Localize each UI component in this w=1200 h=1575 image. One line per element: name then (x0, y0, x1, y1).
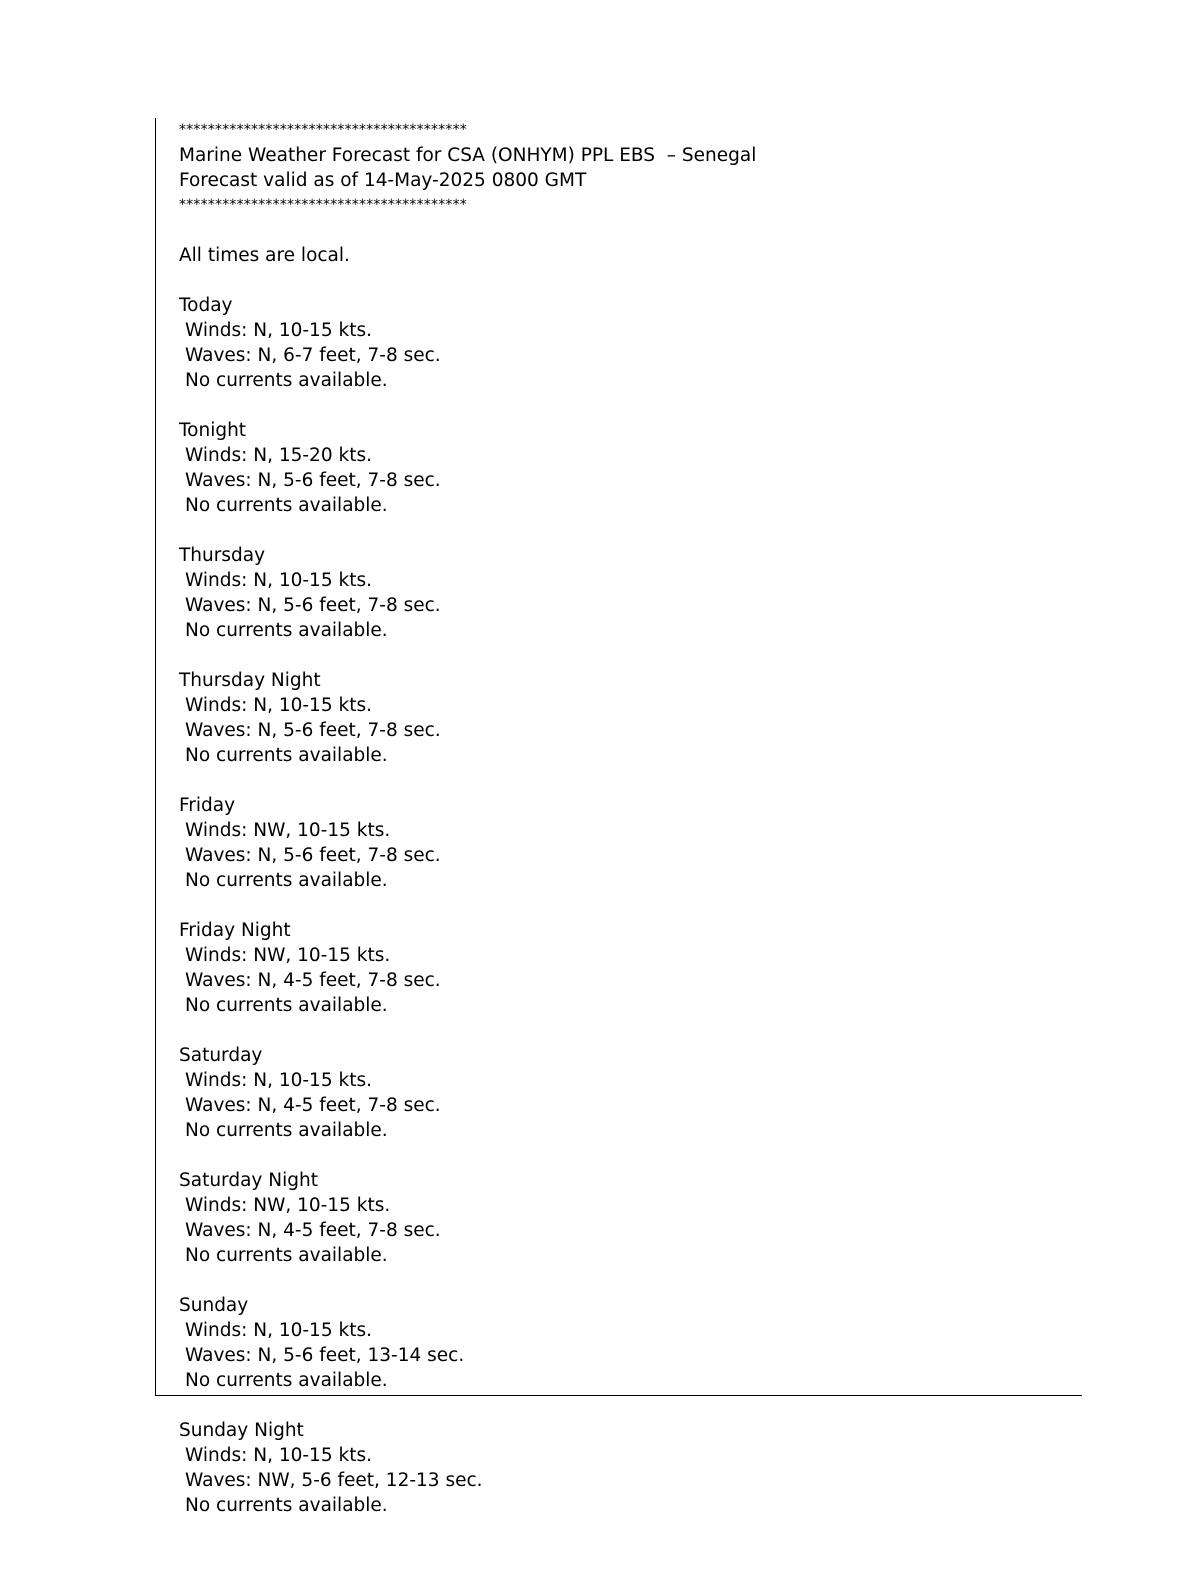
period-currents: No currents available. (185, 745, 388, 766)
period-name: Friday (179, 795, 236, 816)
forecast-valid-time: Forecast valid as of 14-May-2025 0800 GMT (179, 170, 587, 191)
period-currents: No currents available. (185, 495, 388, 516)
period-waves: Waves: N, 5-6 feet, 13-14 sec. (185, 1345, 465, 1366)
period-currents: No currents available. (185, 370, 388, 391)
spacer (179, 268, 1059, 293)
forecast-period (179, 1418, 1059, 1543)
forecast-period (179, 668, 1059, 793)
spacer (179, 218, 1059, 243)
period-waves: Waves: N, 4-5 feet, 7-8 sec. (185, 1220, 441, 1241)
period-name: Saturday Night (179, 1170, 318, 1191)
period-winds: Winds: N, 10-15 kts. (185, 1320, 372, 1341)
period-winds: Winds: N, 15-20 kts. (185, 445, 372, 466)
times-note: All times are local. (179, 245, 350, 266)
period-currents: No currents available. (185, 1370, 388, 1391)
period-currents: No currents available. (185, 870, 388, 891)
period-waves: Waves: N, 5-6 feet, 7-8 sec. (185, 470, 441, 491)
period-list (179, 293, 1059, 1543)
period-winds: Winds: N, 10-15 kts. (185, 1070, 372, 1091)
period-winds: Winds: N, 10-15 kts. (185, 320, 372, 341)
left-border-rule (155, 118, 156, 1395)
period-name: Today (179, 295, 233, 316)
period-winds: Winds: N, 10-15 kts. (185, 1445, 372, 1466)
period-currents: No currents available. (185, 620, 388, 641)
forecast-period (179, 293, 1059, 418)
forecast-period (179, 418, 1059, 543)
period-name: Tonight (179, 420, 247, 441)
period-name: Thursday Night (179, 670, 321, 691)
period-winds: Winds: N, 10-15 kts. (185, 695, 372, 716)
period-name: Thursday (179, 545, 266, 566)
forecast-period (179, 1168, 1059, 1293)
period-waves: Waves: N, 5-6 feet, 7-8 sec. (185, 595, 441, 616)
forecast-title: Marine Weather Forecast for CSA (ONHYM) PPL EBS – Senegal (179, 145, 757, 166)
period-currents: No currents available. (185, 1495, 388, 1516)
period-currents: No currents available. (185, 1120, 388, 1141)
forecast-period (179, 918, 1059, 1043)
period-currents: No currents available. (185, 995, 388, 1016)
period-name: Friday Night (179, 920, 291, 941)
forecast-period (179, 793, 1059, 918)
period-name: Sunday (179, 1295, 249, 1316)
period-waves: Waves: N, 6-7 feet, 7-8 sec. (185, 345, 441, 366)
period-waves: Waves: NW, 5-6 feet, 12-13 sec. (185, 1470, 483, 1491)
period-winds: Winds: NW, 10-15 kts. (185, 1195, 391, 1216)
forecast-period (179, 1293, 1059, 1418)
period-winds: Winds: NW, 10-15 kts. (185, 820, 391, 841)
period-winds: Winds: NW, 10-15 kts. (185, 945, 391, 966)
header-stars-bottom: **************************************** (179, 197, 467, 213)
period-name: Saturday (179, 1045, 263, 1066)
period-name: Sunday Night (179, 1420, 304, 1441)
forecast-period (179, 543, 1059, 668)
header-stars-top: **************************************** (179, 122, 467, 138)
period-waves: Waves: N, 4-5 feet, 7-8 sec. (185, 970, 441, 991)
period-waves: Waves: N, 5-6 feet, 7-8 sec. (185, 720, 441, 741)
forecast-period (179, 1043, 1059, 1168)
forecast-document (179, 118, 1059, 1543)
period-currents: No currents available. (185, 1245, 388, 1266)
period-winds: Winds: N, 10-15 kts. (185, 570, 372, 591)
period-waves: Waves: N, 4-5 feet, 7-8 sec. (185, 1095, 441, 1116)
period-waves: Waves: N, 5-6 feet, 7-8 sec. (185, 845, 441, 866)
